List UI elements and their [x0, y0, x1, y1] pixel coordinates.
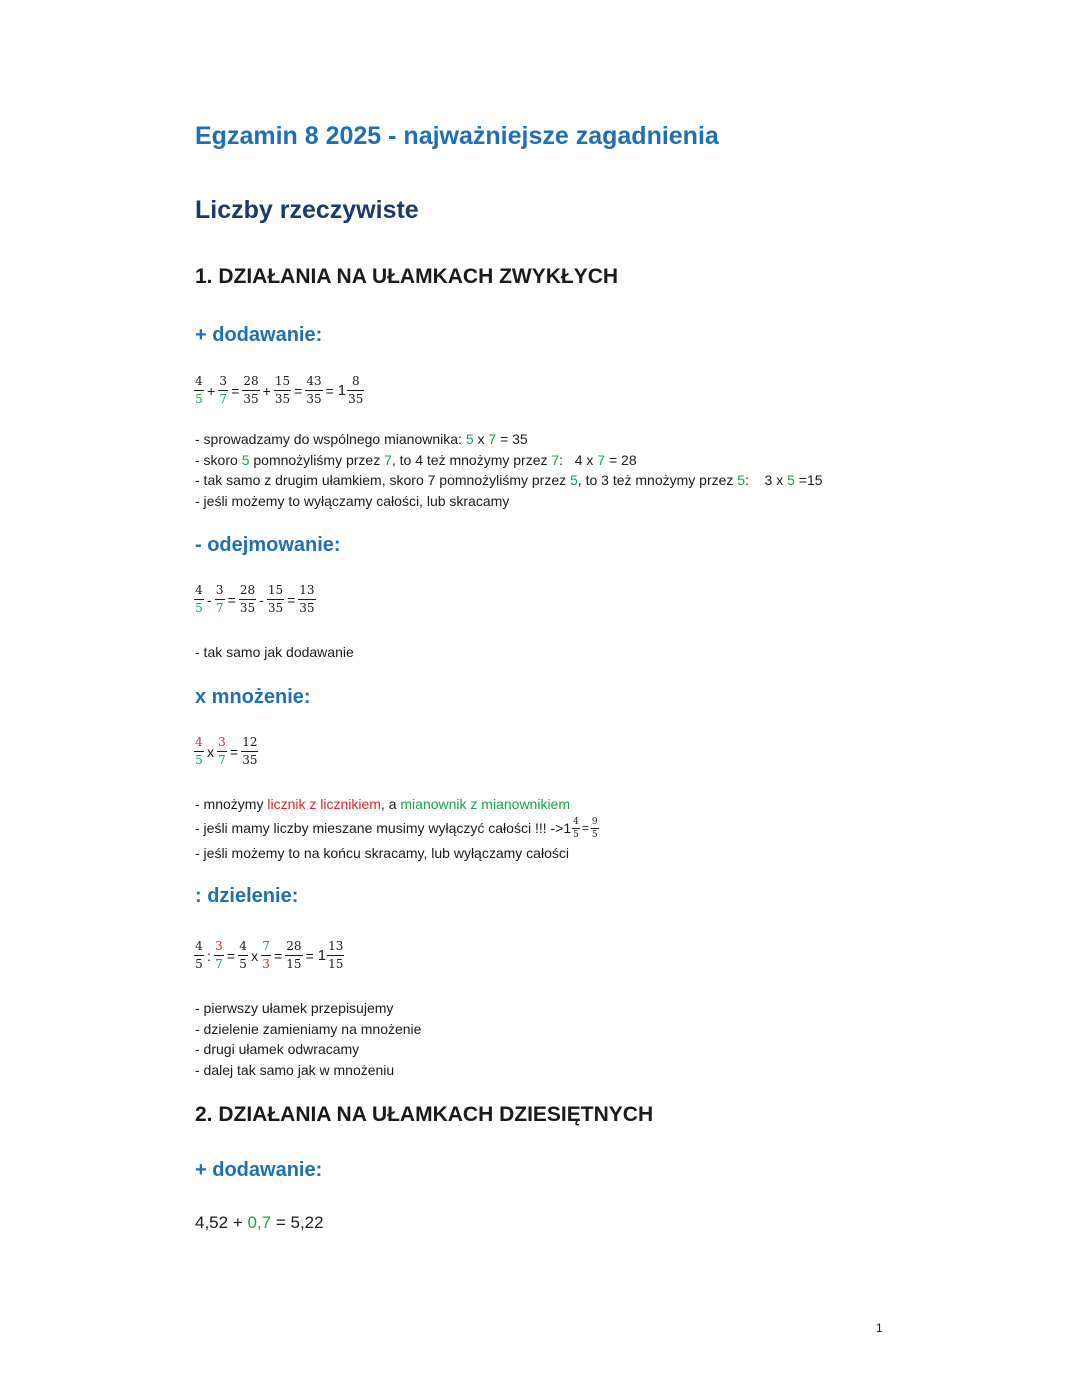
division-expression: $\frac{4}{5}$ : $\frac{3}{7}$ = $\frac{4}{5}$ x $\frac{7}{3}$ = $\frac{28}{15}$ = 1 $\frac{13}{15}$ — [195, 939, 344, 971]
fraction: $\frac{13}{15}$ — [328, 939, 344, 971]
part1-heading: 1. DZIAŁANIA NA UŁAMKACH ZWYKŁYCH — [195, 265, 619, 288]
fraction: $\frac{4}{5}$ — [195, 374, 203, 406]
page-number: 1 — [876, 1321, 883, 1335]
part2-heading: 2. DZIAŁANIA NA UŁAMKACH DZIESIĘTNYCH — [195, 1103, 654, 1126]
addition-notes: - sprowadzamy do wspólnego mianownika: 5 x 7 = 35 - skoro 5 pomnożyliśmy przez 7, to 4 też mnożymy przez 7: 4 x 7 = 28 - tak samo z drugim ułamkiem, skoro 7 pomnożyliśmy przez 5, to 3 też mnożymy przez 5: 3 x 5 =15 - jeśli możemy to wyłączamy całości, lub skracamy — [195, 431, 823, 509]
mixed-number: 1 $\frac{4}{5}$ = $\frac{9}{5}$ — [563, 817, 598, 840]
decimal-addition-example: 4,52 + 0,7 = 5,22 — [195, 1213, 324, 1232]
fraction: $\frac{28}{35}$ — [239, 583, 256, 615]
fraction: $\frac{8}{35}$ — [348, 374, 364, 406]
fraction: $\frac{4}{5}$ — [195, 583, 203, 615]
decimal-addition-heading: + dodawanie: — [195, 1159, 323, 1181]
multiplication-expression: $\frac{4}{5}$ x $\frac{3}{7}$ = $\frac{12}{35}$ — [195, 735, 258, 767]
multiplication-heading: x mnożenie: — [195, 686, 311, 708]
multiplication-notes: - mnożymy licznik z licznikiem, a mianownik z mianownikiem - jeśli mamy liczby mieszane musimy wyłączyć całości !!! -> 1 $\frac{4}{5}$ = $\frac{9}{5}$ - jeśli możemy to na końcu skracamy, lub wyłączamy całości — [195, 796, 598, 861]
fraction: $\frac{28}{15}$ — [286, 939, 302, 971]
division-notes: - pierwszy ułamek przepisujemy - dzielenie zamieniamy na mnożenie - drugi ułamek odwracamy - dalej tak samo jak w mnożeniu — [195, 1000, 422, 1078]
fraction: $\frac{7}{3}$ — [262, 939, 270, 971]
section-heading: Liczby rzeczywiste — [195, 196, 419, 224]
subtraction-expression: $\frac{4}{5}$ - $\frac{3}{7}$ = $\frac{28}{35}$ - $\frac{15}{35}$ = $\frac{13}{35}$ — [195, 583, 315, 615]
fraction: $\frac{13}{35}$ — [299, 583, 315, 615]
fraction: $\frac{3}{7}$ — [218, 735, 226, 767]
subtraction-heading: - odejmowanie: — [195, 534, 341, 556]
fraction: $\frac{15}{35}$ — [274, 374, 291, 406]
fraction: $\frac{4}{5}$ — [239, 939, 247, 971]
fraction: $\frac{15}{35}$ — [267, 583, 284, 615]
division-heading: : dzielenie: — [195, 885, 299, 907]
fraction: $\frac{28}{35}$ — [243, 374, 259, 406]
fraction: $\frac{43}{35}$ — [306, 374, 322, 406]
fraction: $\frac{3}{7}$ — [215, 583, 224, 615]
document-title: Egzamin 8 2025 - najważniejsze zagadnienia — [195, 122, 719, 150]
fraction: $\frac{3}{7}$ — [219, 374, 227, 406]
fraction: $\frac{12}{35}$ — [242, 735, 258, 767]
addition-heading: + dodawanie: — [195, 324, 323, 346]
fraction: $\frac{3}{7}$ — [215, 939, 223, 971]
addition-expression: $\frac{4}{5}$ + $\frac{3}{7}$ = $\frac{28}{35}$ + $\frac{15}{35}$ = $\frac{43}{35}$ = 1 $\frac{8}{35}$ — [195, 374, 364, 406]
fraction: $\frac{4}{5}$ — [195, 939, 203, 971]
fraction: $\frac{4}{5}$ — [195, 735, 203, 767]
subtraction-note: - tak samo jak dodawanie — [195, 644, 354, 660]
